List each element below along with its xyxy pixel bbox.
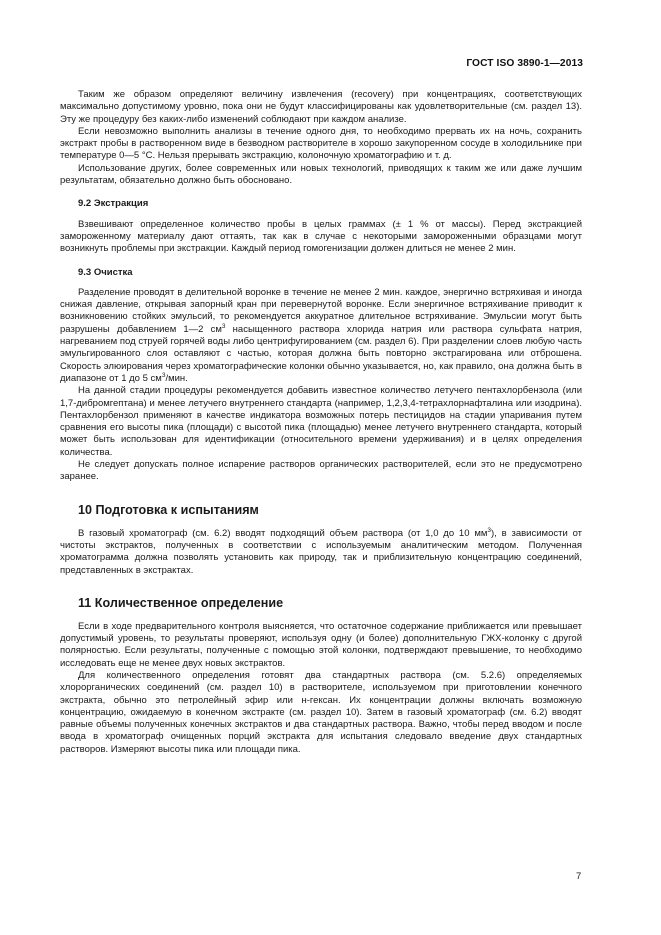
document-body [60, 89, 582, 756]
standard-header: ГОСТ ISO 3890-1—2013 [466, 58, 583, 69]
text-run: насыщенного раствора хлорида натрия или раствора сульфата натрия, нагреванием под струей горячей воды либо центрифугированием (см. раздел 6). При разделении слоев любую часть эмульгированного слоя оставляют с частью, которая должна быть повторно экстрагирована или отброшена. Скорость элюирования через хроматографические колонки обычно указывается, но, как правило, она должна быть в диапазоне от 1 до 5 см [60, 323, 582, 384]
text-run: Разделение проводят в делительной воронке в течение не менее 2 мин. каждое, энергично встряхивая и иногда снижая давление, открывая запорный кран при перевернутой воронке. Если энергичное встряхивание приводит к возникновению стойких эмульсий, то рекомендуется аккуратное длительное встряхивание. Эмульсии могут быть разрушены добавлением 1—2 см [60, 286, 582, 335]
text-run: /мин. [165, 372, 188, 384]
subsection-heading-cleanup: 9.3 Очистка [78, 266, 133, 278]
paragraph-recovery: Таким же образом определяют величину извлечения (recovery) при концентрациях, соответствующих максимально допустимому уровню, пока они не будут классифицированы как удовлетворительные (см. раздел 13). Эту же процедуру без каких-либо изменений соблюдают при каждом анализе. [60, 89, 582, 125]
paragraph-overnight: Если невозможно выполнить анализы в течение одного дня, то необходимо прервать их на ночь, сохранить экстракт пробы в растворенном виде в безводном растворителе в хорошо закупоренном сосуде в холодильнике при температуре 0—5 °С. Нельзя прерывать экстракцию, колоночную хроматографию и т. д. [60, 125, 582, 162]
text-run: В газовый хроматограф (см. 6.2) вводят подходящий объем раствора (от 1,0 до 10 мм [78, 527, 488, 539]
paragraph-separation [60, 287, 582, 385]
section-heading-quantification: 11 Количественное определение [78, 595, 284, 610]
text-run: ), в зависимости от чистоты экстрактов, полученных в соответствии с используемым аналитическим методом. Полученная хроматограмма должна позволять установить как природу, так и приблизительную концентрацию соединений, представленных в экстрактах. [60, 527, 583, 576]
superscript: 3 [487, 526, 492, 534]
paragraph-standards: Для количественного определения готовят два стандартных раствора (см. 5.2.6) определяемых хлорорганических соединений (см. раздел 10) в растворителе, используемом при приготовлении конечного экстракта, обычно это петролейный эфир или н-гексан. Их концентрации должны включать возможную концентрацию, ожидаемую в конечном экстракте (см. раздел 10). Затем в газовый хроматограф (см. 6.2) вводят равные объемы полученных конечных экстрактов и два стандартных раствора. Важно, чтобы перед вводом и после ввода в хроматограф очищенных порций экстракта для испытания следовало введение двух стандартных растворов. Измеряют высоты пика или площади пика. [60, 669, 582, 755]
paragraph-evaporation: Не следует допускать полное испарение растворов органических растворителей, если это не предусмотрено заранее. [60, 459, 582, 483]
paragraph-internal-standard: На данной стадии процедуры рекомендуется добавить известное количество летучего пентахлорбензола (или 1,7-дибромгептана) и менее летучего внутреннего стандарта (например, 1,2,3,4-тетрахлорнафталина или изодрина). Пентахлорбензол применяют в качестве индикатора возможных потерь пестицидов на стадии упаривания путем сравнения его высоты пика (площади) с высотой пика (площадью) менее летучего внутреннего стандарта, который может быть использован для идентификации (относительного времени удерживания) и в целях определения количества. [60, 385, 582, 458]
superscript: 3 [221, 322, 226, 330]
superscript: 3 [161, 371, 166, 379]
section-heading-preparation: 10 Подготовка к испытаниям [78, 502, 259, 517]
paragraph-injection [60, 528, 582, 577]
paragraph-extraction: Взвешивают определенное количество пробы в целых граммах (± 1 % от массы). Перед экстракцией замороженному материалу дают оттаять, так как в случае с некоторыми замороженными образцами могут возникнуть проблемы при экстракции. Каждый период гомогенизации должен длиться не менее 2 мин. [60, 218, 582, 255]
paragraph-technologies: Использование других, более современных или новых технологий, приводящих к таким же или даже лучшим результатам, обязательно должно быть обосновано. [60, 162, 582, 187]
page-number: 7 [576, 871, 582, 882]
subsection-heading-extraction: 9.2 Экстракция [78, 198, 149, 210]
paragraph-control: Если в ходе предварительного контроля выясняется, что остаточное содержание приближается или превышает допустимый уровень, то результаты проверяют, используя одну (и более) дополнительную ГЖХ-колонку с другой полярностью. Если результаты, полученные с помощью этой колонки, подтверждают превышение, то необходимо исследовать еще не менее двух новых экстрактов. [60, 620, 582, 669]
